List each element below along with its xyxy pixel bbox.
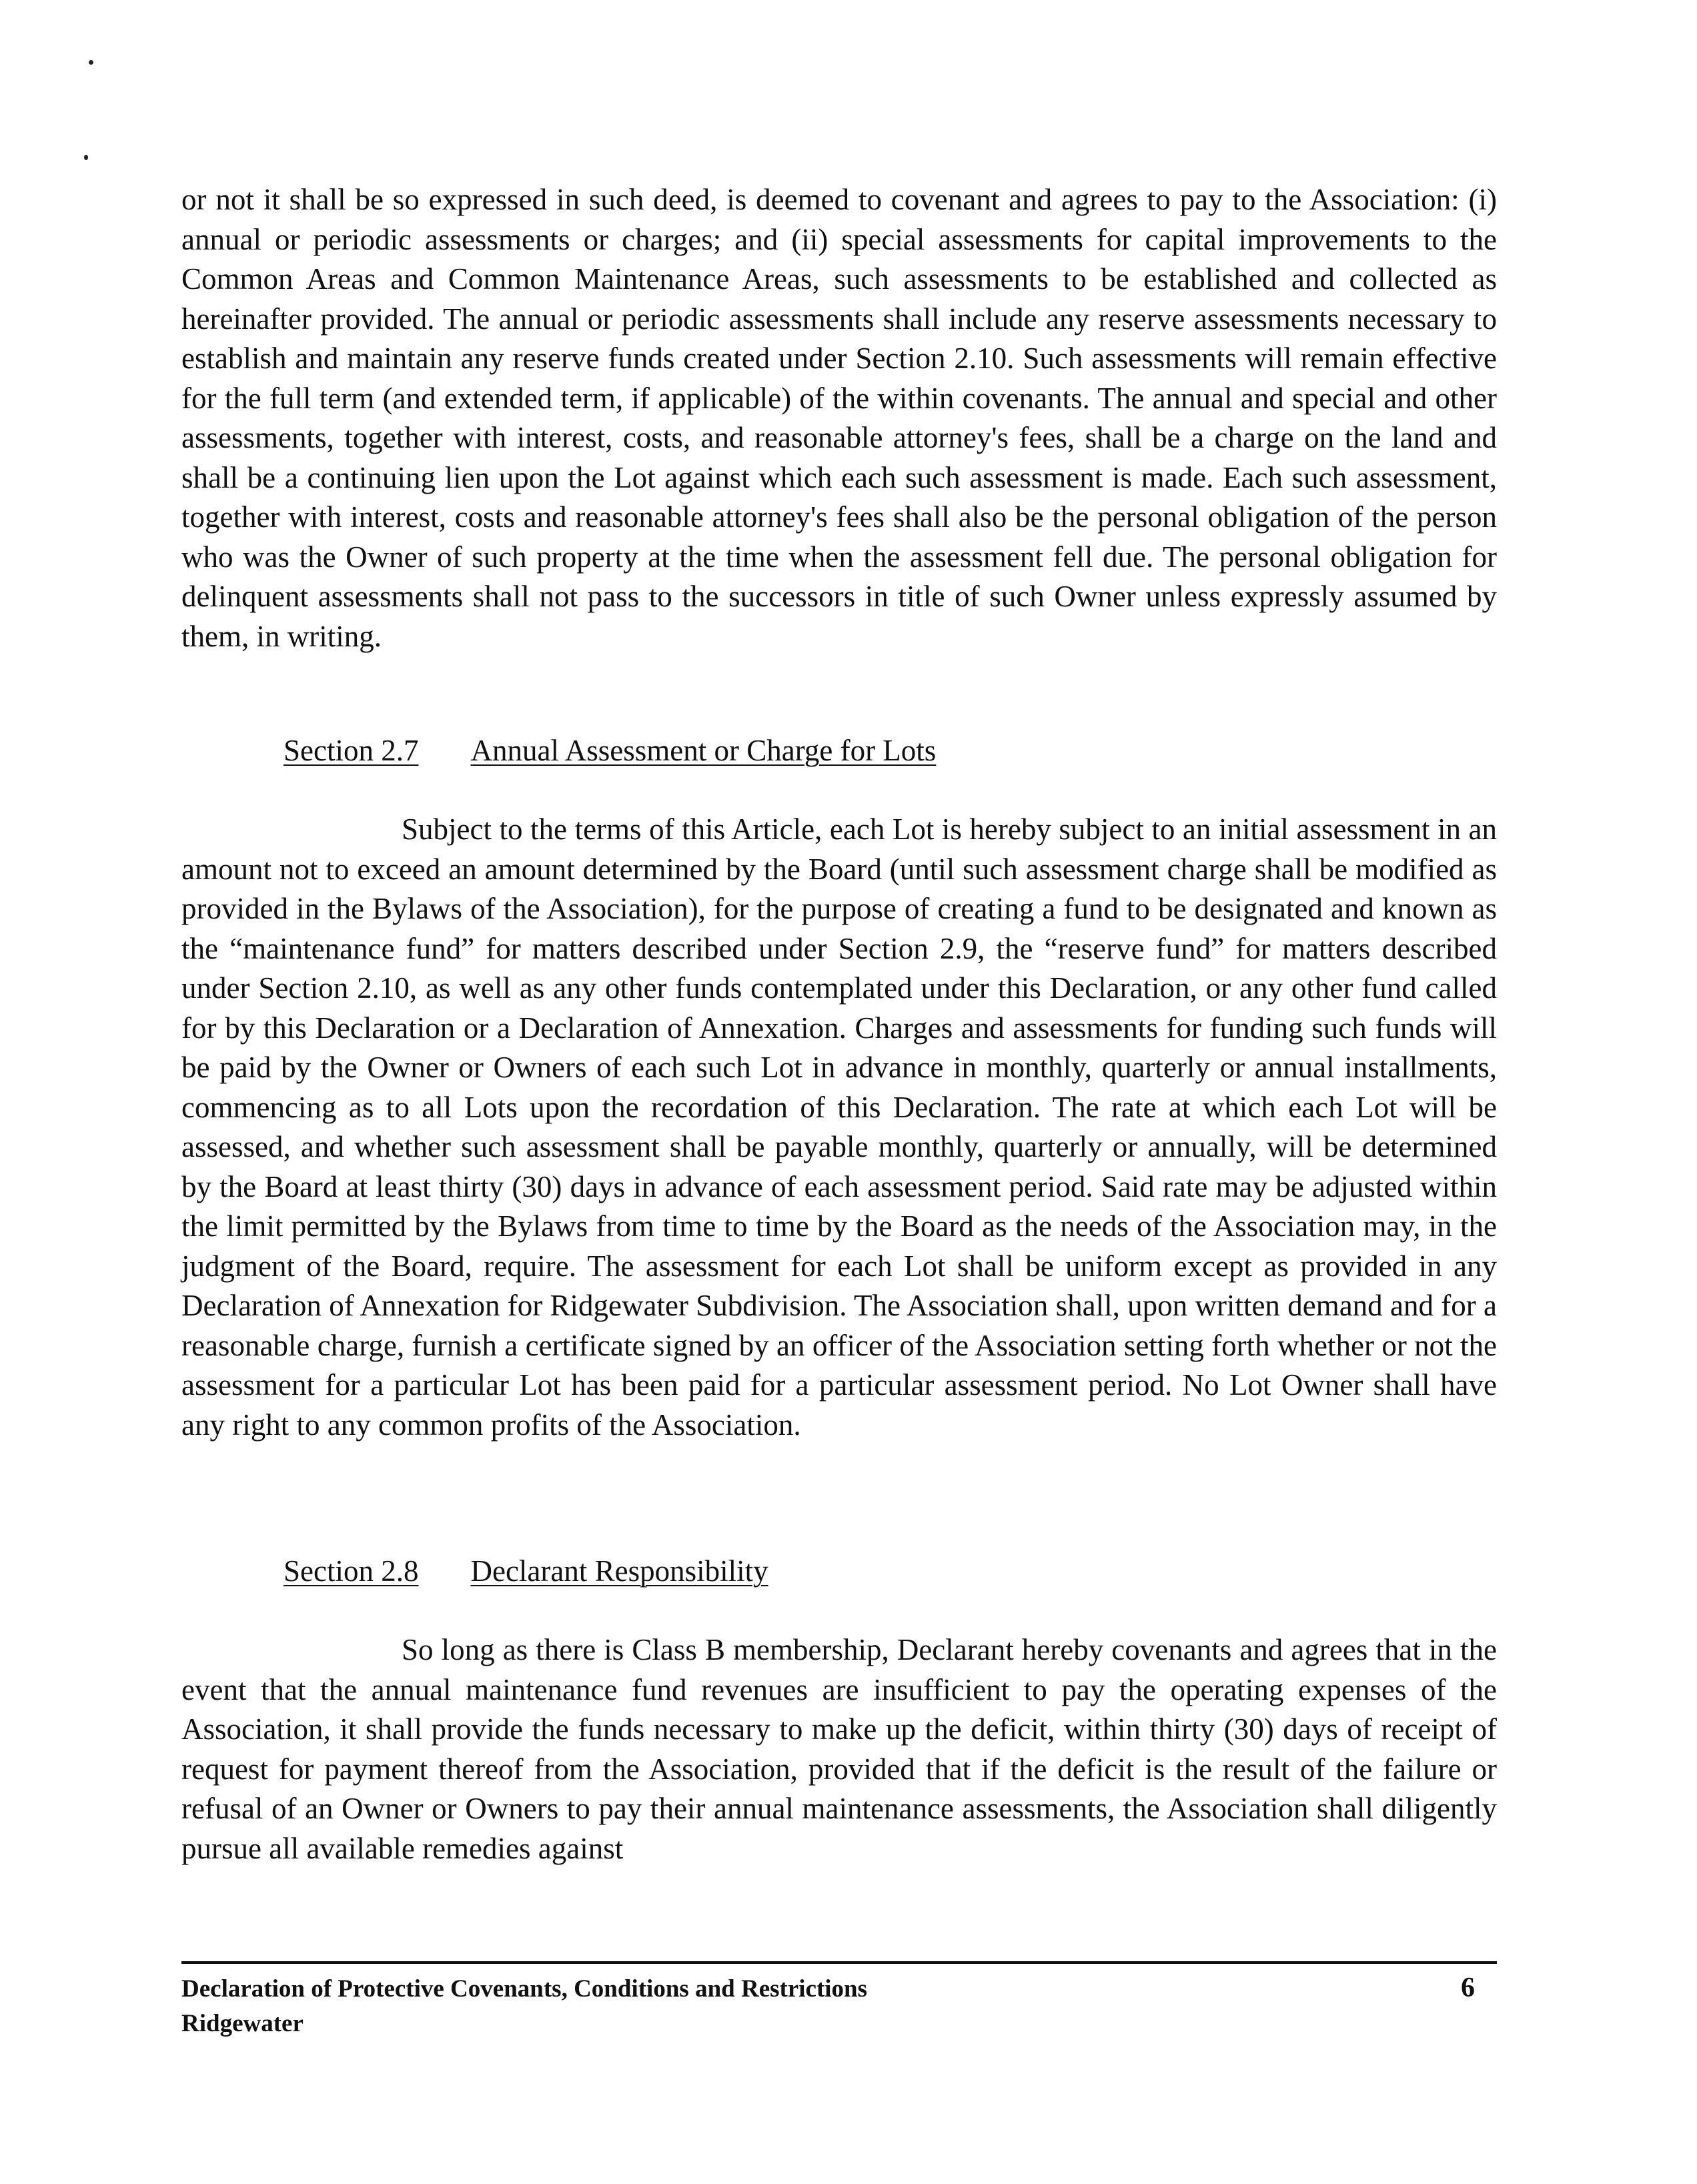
paragraph-declarant-responsibility: So long as there is Class B membership, Declarant hereby covenants and agrees that in the event that the annual maintenance fund revenues are insufficient to pay the operating expenses of the Association, it shall provide the funds necessary to make up the deficit, within thirty (30) days of receipt of request for payment thereof from the Association, provided that if the deficit is the result of the failure or refusal of an Owner or Owners to pay their annual maintenance assessments, the Association shall diligently pursue all available remedies against	[181, 1633, 1497, 1865]
section-title: Declarant Responsibility	[470, 1554, 768, 1588]
footer-divider	[181, 1961, 1497, 1964]
scan-speck	[84, 155, 88, 160]
paragraph-assessments-covenant: or not it shall be so expressed in such deed, is deemed to covenant and agrees to pay to the Association: (i) annual or periodic assessments or charges; and (ii) special assessments for capital improvements to the Common Areas and Common Maintenance Areas, such assessments to be established and collected as hereinafter provided. The annual or periodic assessments shall include any reserve assessments necessary to establish and maintain any reserve funds created under Section 2.10. Such assessments will remain effective for the full term (and extended term, if applicable) of the within covenants. The annual and special and other assessments, together with interest, costs, and reasonable attorney's fees, shall be a charge on the land and shall be a continuing lien upon the Lot against which each such assessment is made. Each such assessment, together with interest, costs and reasonable attorney's fees shall also be the personal obligation of the person who was the Owner of such property at the time when the assessment fell due. The personal obligation for delinquent assessments shall not pass to the successors in title of such Owner unless expressly assumed by them, in writing.	[181, 183, 1497, 653]
paragraph-annual-assessment: Subject to the terms of this Article, each Lot is hereby subject to an initial assessment in an amount not to exceed an amount determined by the Board (until such assessment charge shall be modified as provided in the Bylaws of the Association), for the purpose of creating a fund to be designated and known as the “maintenance fund” for matters described under Section 2.9, the “reserve fund” for matters described under Section 2.10, as well as any other funds contemplated under this Declaration, or any other fund called for by this Declaration or a Declaration of Annexation. Charges and assessments for funding such funds will be paid by the Owner or Owners of each such Lot in advance in monthly, quarterly or annual installments, commencing as to all Lots upon the recordation of this Declaration. The rate at which each Lot will be assessed, and whether such assessment shall be payable monthly, quarterly or annually, will be determined by the Board at least thirty (30) days in advance of each assessment period. Said rate may be adjusted within the limit permitted by the Bylaws from time to time by the Board as the needs of the Association may, in the judgment of the Board, require. The assessment for each Lot shall be uniform except as provided in any Declaration of Annexation for Ridgewater Subdivision. The Association shall, upon written demand and for a reasonable charge, furnish a certificate signed by an officer of the Association setting forth whether or not the assessment for a particular Lot has been paid for a particular assessment period. No Lot Owner shall have any right to any common profits of the Association.	[181, 812, 1497, 1442]
scan-speck	[89, 60, 93, 65]
section-heading-2-8	[284, 1552, 768, 1592]
section-number: Section 2.7	[284, 734, 419, 767]
footer-document-title: Declaration of Protective Covenants, Conditions and Restrictions	[181, 1975, 868, 2003]
footer-subdivision-name: Ridgewater	[181, 2010, 304, 2037]
section-heading-2-7	[284, 731, 936, 771]
section-title: Annual Assessment or Charge for Lots	[470, 734, 937, 767]
page-number: 6	[1461, 1973, 1475, 2003]
section-number: Section 2.8	[284, 1554, 419, 1588]
